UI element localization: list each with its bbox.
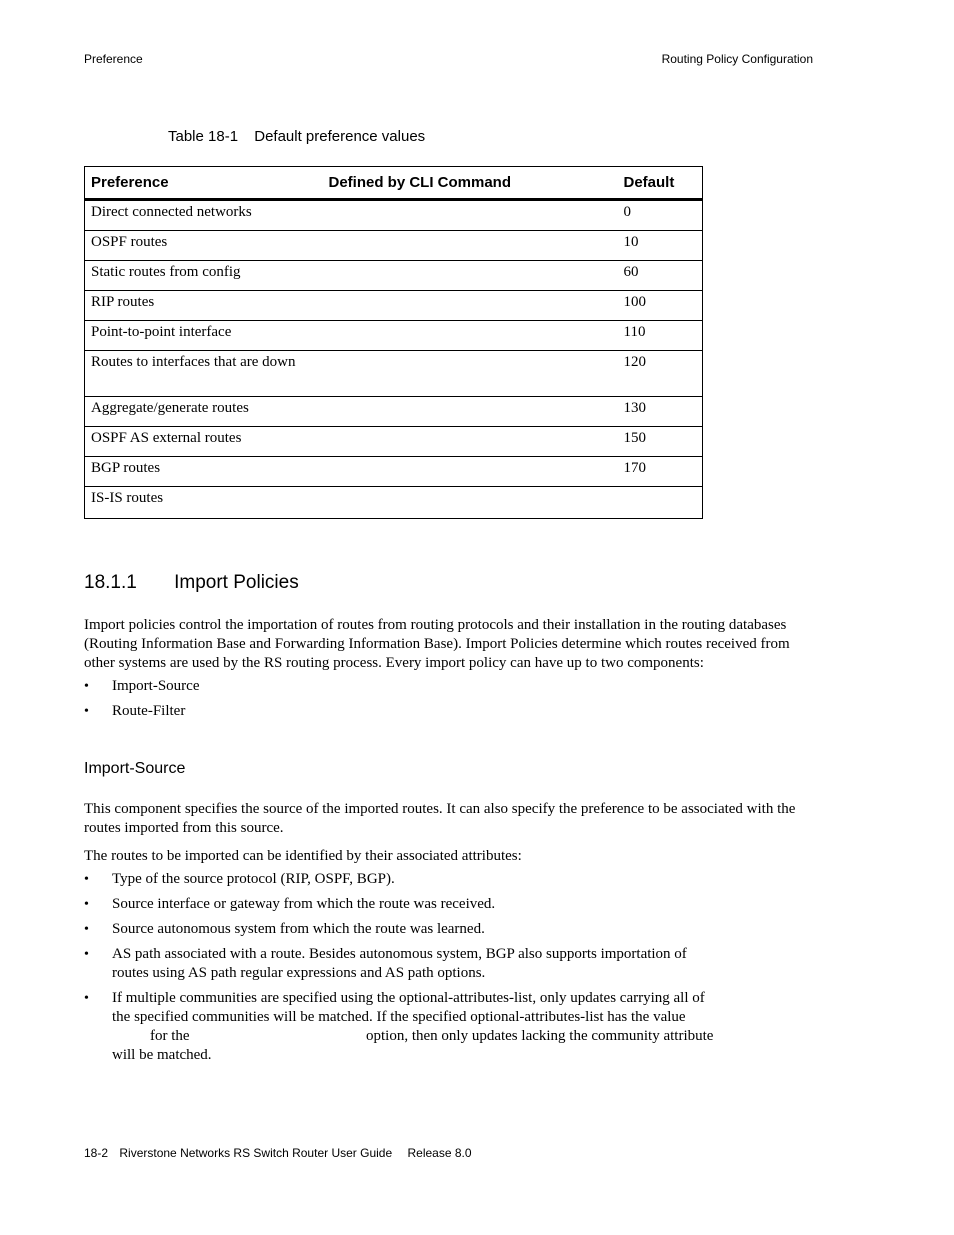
list-item-line: will be matched. (112, 1047, 212, 1063)
section-title: Import Policies (174, 572, 299, 593)
table-header-row (85, 167, 703, 200)
cell-cli-command (323, 321, 618, 351)
cell-preference: Routes to interfaces that are down (85, 351, 323, 397)
list-item-fragment: option, then only updates lacking the community attribute (366, 1028, 714, 1044)
paragraph-line: routes imported from this source. (84, 820, 284, 836)
cell-cli-command (323, 261, 618, 291)
bullet-icon: • (84, 704, 89, 719)
cell-cli-command (323, 487, 618, 519)
column-header-default: Default (618, 167, 703, 200)
table-caption (168, 128, 425, 145)
paragraph-line: other systems are used by the RS routing process. Every import policy can have up to two components: (84, 655, 704, 671)
list-item (84, 702, 734, 721)
list-item-text: Import-Source (112, 678, 200, 694)
list-item (84, 920, 734, 939)
cell-default: 110 (618, 321, 703, 351)
cell-preference: Direct connected networks (85, 200, 323, 231)
table-caption-number: Table 18-1 (168, 128, 239, 145)
table-row (85, 457, 703, 487)
list-item-text: Type of the source protocol (RIP, OSPF, BGP). (112, 871, 395, 887)
table-row (85, 427, 703, 457)
list-item-line (112, 1027, 734, 1046)
page-footer (84, 1146, 472, 1160)
import-source-paragraph (84, 800, 819, 838)
list-item-fragment: for the (150, 1028, 190, 1044)
running-header-left: Preference (84, 52, 143, 66)
cell-cli-command (323, 351, 618, 397)
cell-default: 10 (618, 231, 703, 261)
cell-default (618, 487, 703, 519)
cell-cli-command (323, 457, 618, 487)
bullet-icon: • (84, 897, 89, 912)
paragraph-line: This component specifies the source of the imported routes. It can also specify the preference to be associated with the (84, 801, 796, 817)
cell-preference: RIP routes (85, 291, 323, 321)
table-row (85, 351, 703, 397)
column-header-preference: Preference (85, 167, 323, 200)
cell-default: 100 (618, 291, 703, 321)
paragraph-line: (Routing Information Base and Forwarding Information Base). Import Policies determine which routes received from (84, 636, 790, 652)
footer-release: Release 8.0 (407, 1146, 472, 1160)
table-caption-title: Default preference values (254, 128, 426, 145)
cell-preference: Point-to-point interface (85, 321, 323, 351)
cell-cli-command (323, 427, 618, 457)
import-policies-paragraph (84, 616, 819, 673)
bullet-icon: • (84, 947, 89, 962)
list-item-text (112, 945, 734, 983)
section-heading (84, 572, 299, 594)
table-row (85, 200, 703, 231)
table-row (85, 231, 703, 261)
footer-title: Riverstone Networks RS Switch Router User Guide (119, 1146, 393, 1160)
table-row (85, 261, 703, 291)
running-header-right: Routing Policy Configuration (661, 52, 813, 66)
bullet-icon: • (84, 991, 89, 1006)
cell-default: 0 (618, 200, 703, 231)
bullet-icon: • (84, 872, 89, 887)
list-item-line: If multiple communities are specified using the optional-attributes-list, only updates carrying all of (112, 990, 705, 1006)
cell-cli-command (323, 200, 618, 231)
table-row (85, 487, 703, 519)
list-item-line: the specified communities will be matched. If the specified optional-attributes-list has the value (112, 1009, 686, 1025)
footer-page-number: 18-2 (84, 1146, 109, 1160)
preference-table (84, 166, 703, 519)
cell-default: 130 (618, 397, 703, 427)
list-item (84, 989, 734, 1065)
list-item (84, 945, 734, 983)
cell-preference: OSPF AS external routes (85, 427, 323, 457)
bullet-icon: • (84, 922, 89, 937)
list-item (84, 895, 734, 914)
cell-default: 120 (618, 351, 703, 397)
list-item (84, 677, 734, 696)
table-row (85, 397, 703, 427)
list-item (84, 870, 734, 889)
list-item-line: routes using AS path regular expressions and AS path options. (112, 965, 486, 981)
column-header-cli-command: Defined by CLI Command (323, 167, 618, 200)
cell-preference: IS-IS routes (85, 487, 323, 519)
cell-default: 170 (618, 457, 703, 487)
table-row (85, 291, 703, 321)
attributes-intro-paragraph: The routes to be imported can be identified by their associated attributes: (84, 848, 522, 864)
cell-preference: Aggregate/generate routes (85, 397, 323, 427)
table-row (85, 321, 703, 351)
paragraph-line: Import policies control the importation of routes from routing protocols and their installation in the routing databases (84, 617, 787, 633)
cell-default: 150 (618, 427, 703, 457)
cell-cli-command (323, 397, 618, 427)
cell-cli-command (323, 231, 618, 261)
subsection-heading: Import-Source (84, 760, 186, 777)
list-item-text (112, 989, 734, 1065)
cell-preference: BGP routes (85, 457, 323, 487)
cell-default: 60 (618, 261, 703, 291)
cell-preference: OSPF routes (85, 231, 323, 261)
list-item-text: Source interface or gateway from which the route was received. (112, 896, 496, 912)
bullet-icon: • (84, 679, 89, 694)
cell-preference: Static routes from config (85, 261, 323, 291)
cell-cli-command (323, 291, 618, 321)
list-item-text: Route-Filter (112, 703, 186, 719)
list-item-line: AS path associated with a route. Besides autonomous system, BGP also supports importation of (112, 946, 687, 962)
section-number: 18.1.1 (84, 572, 137, 593)
list-item-text: Source autonomous system from which the route was learned. (112, 921, 485, 937)
